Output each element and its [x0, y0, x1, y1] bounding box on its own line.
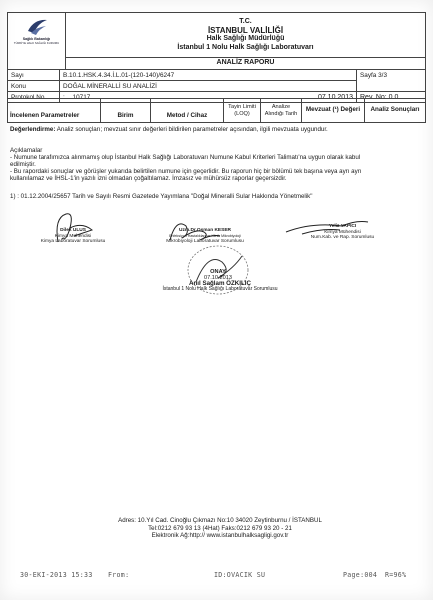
- footer-phone: Tel:0212 679 93 13 (4Hat) Faks:0212 679 93 20 - 21: [148, 524, 292, 532]
- title-cell: [66, 13, 426, 58]
- right-signer-role: Num.Kab. ve Rap. Sorumlusu: [310, 235, 375, 241]
- col-parameters: İncelenen Parametreler: [8, 99, 101, 123]
- col-method: Metod / Cihaz: [151, 99, 224, 123]
- footer-address: Adres: 10.Yıl Cad. Cinoğlu Çıkmazı No:10 34020 Zeytinburnu / İSTANBUL: [118, 517, 322, 524]
- org-line-valilik: İSTANBUL VALİLİĞİ: [207, 25, 284, 35]
- approver-role: İstanbul 1 Nolu Halk Sağlığı Laboratuvar Sorumlusu: [162, 285, 278, 292]
- col-results: Analiz Sonuçları: [365, 99, 426, 123]
- evaluation-line: [10, 126, 328, 134]
- header-table: [7, 12, 426, 70]
- right-signer-name: Yeliz YAPICI: [328, 224, 357, 229]
- middle-signer-name: Uzm.Dr.Osman KESER: [179, 228, 231, 233]
- approver-name: Anıl Sağlam ÖZKILIÇ: [189, 280, 251, 287]
- sayi-label: Sayı: [8, 70, 60, 81]
- konu-label: Konu: [8, 81, 60, 92]
- note-2a: - Bu rapordaki sonuçlar ve görüşler yukarıda belirtilen numune için geçerlidir. Bu raporun hiç bir bölümü tek başına veya ayrı ayrı: [10, 168, 362, 175]
- col-unit: Birim: [101, 99, 151, 123]
- report-title: ANALİZ RAPORU: [66, 58, 426, 70]
- middle-signer-role: Mikrobiyoloji Laboratuvar Sorumlusu: [166, 239, 244, 245]
- page-counter: Sayfa 3/3: [357, 70, 426, 92]
- report-date: 07.10.2013: [317, 93, 353, 101]
- sayi-value: B.10.1.HSK.4.34.İ.L.01-(120-140)/6247: [60, 70, 357, 81]
- protokol-value: 10717: [72, 93, 91, 101]
- left-signer-title: Kimya Mühendisi: [54, 233, 92, 239]
- approver-block: [120, 281, 320, 292]
- footer-contact: [70, 517, 370, 540]
- protokol-separator: :: [63, 93, 65, 101]
- fax-page: Page:004: [343, 571, 378, 579]
- org-line-lab: İstanbul 1 Nolu Halk Sağlığı Laboratuvarı: [177, 43, 314, 51]
- col-legal-value: Mevzuat (¹) Değeri: [302, 99, 365, 123]
- revision-number: Rev. No: 0 0: [357, 92, 426, 103]
- left-signer-role: Kimya Laboratuvar Sorumlusu: [40, 239, 106, 245]
- fax-id: ID:OVACIK SU: [214, 571, 266, 579]
- signature-left: [18, 228, 128, 245]
- note-2b: kullanılamaz ve İHSL-1'in yazılı izni olmadan çoğaltılamaz. İmzasız ve mühürsüz raporlar geçersizdir.: [10, 175, 287, 182]
- org-line-tc: T.C.: [239, 18, 252, 26]
- logo-cell: [8, 13, 66, 70]
- stamp-date: 07.10.2013: [204, 274, 232, 281]
- fax-date: 30-EKI-2013 15:33: [20, 571, 93, 579]
- legal-reference: 1) : 01.12.2004/25657 Tarih ve Sayılı Resmi Gazetede Yayımlana "Doğal Mineralli Sular Hakkında Yönetmelik": [10, 193, 313, 200]
- logo-brand: Sağlık Bakanlığı: [22, 37, 51, 41]
- org-line-mudurluk: Halk Sağlığı Müdürlüğü: [206, 35, 285, 43]
- left-signer-name: Dilek ULUS: [60, 228, 86, 233]
- col-date: Analize Alındığı Tarih: [261, 99, 302, 123]
- fax-from: From:: [108, 571, 130, 579]
- note-1a: - Numune tarafımızca alınmamış olup İstanbul Halk Sağlığı Laboratuvarı Numune Kabul Kriterleri Talimatı'na uygun olarak kabul: [10, 154, 361, 161]
- signature-right: [285, 224, 400, 241]
- logo-subtitle: TÜRKİYE HALK SAĞLIĞI KURUMU: [13, 41, 60, 45]
- evaluation-label: Değerlendirme:: [10, 126, 56, 133]
- fax-rate: R=96%: [385, 571, 407, 579]
- right-signer-title: Kimya Mühendisi: [324, 229, 361, 235]
- ministry-logo-icon: [24, 17, 50, 37]
- konu-value: DOĞAL MİNERALLİ SU ANALİZİ: [60, 81, 357, 92]
- parameter-column-headers: [7, 98, 426, 123]
- middle-signer-title: Enfeksiyon Hastalıkları ve Klinik Mikrobiyoloji: [169, 233, 241, 238]
- notes-title: Açıklamalar: [10, 147, 43, 154]
- column-header-table: [7, 98, 426, 123]
- note-1b: edilmiştir.: [10, 161, 36, 168]
- footer-web: Elektronik Ağ:http:// www.istanbulhalksagligi.gov.tr: [151, 532, 289, 540]
- stamp-label: ONAY: [210, 269, 226, 275]
- protokol-label-text: Protokol No: [11, 93, 45, 101]
- col-loq: Tayin Limiti (LOQ): [224, 99, 261, 123]
- evaluation-text: Analiz sonuçları; mevzuat sınır değerleri bildirilen parametreler açısından, ilgili mevzuata uygundur.: [55, 126, 328, 133]
